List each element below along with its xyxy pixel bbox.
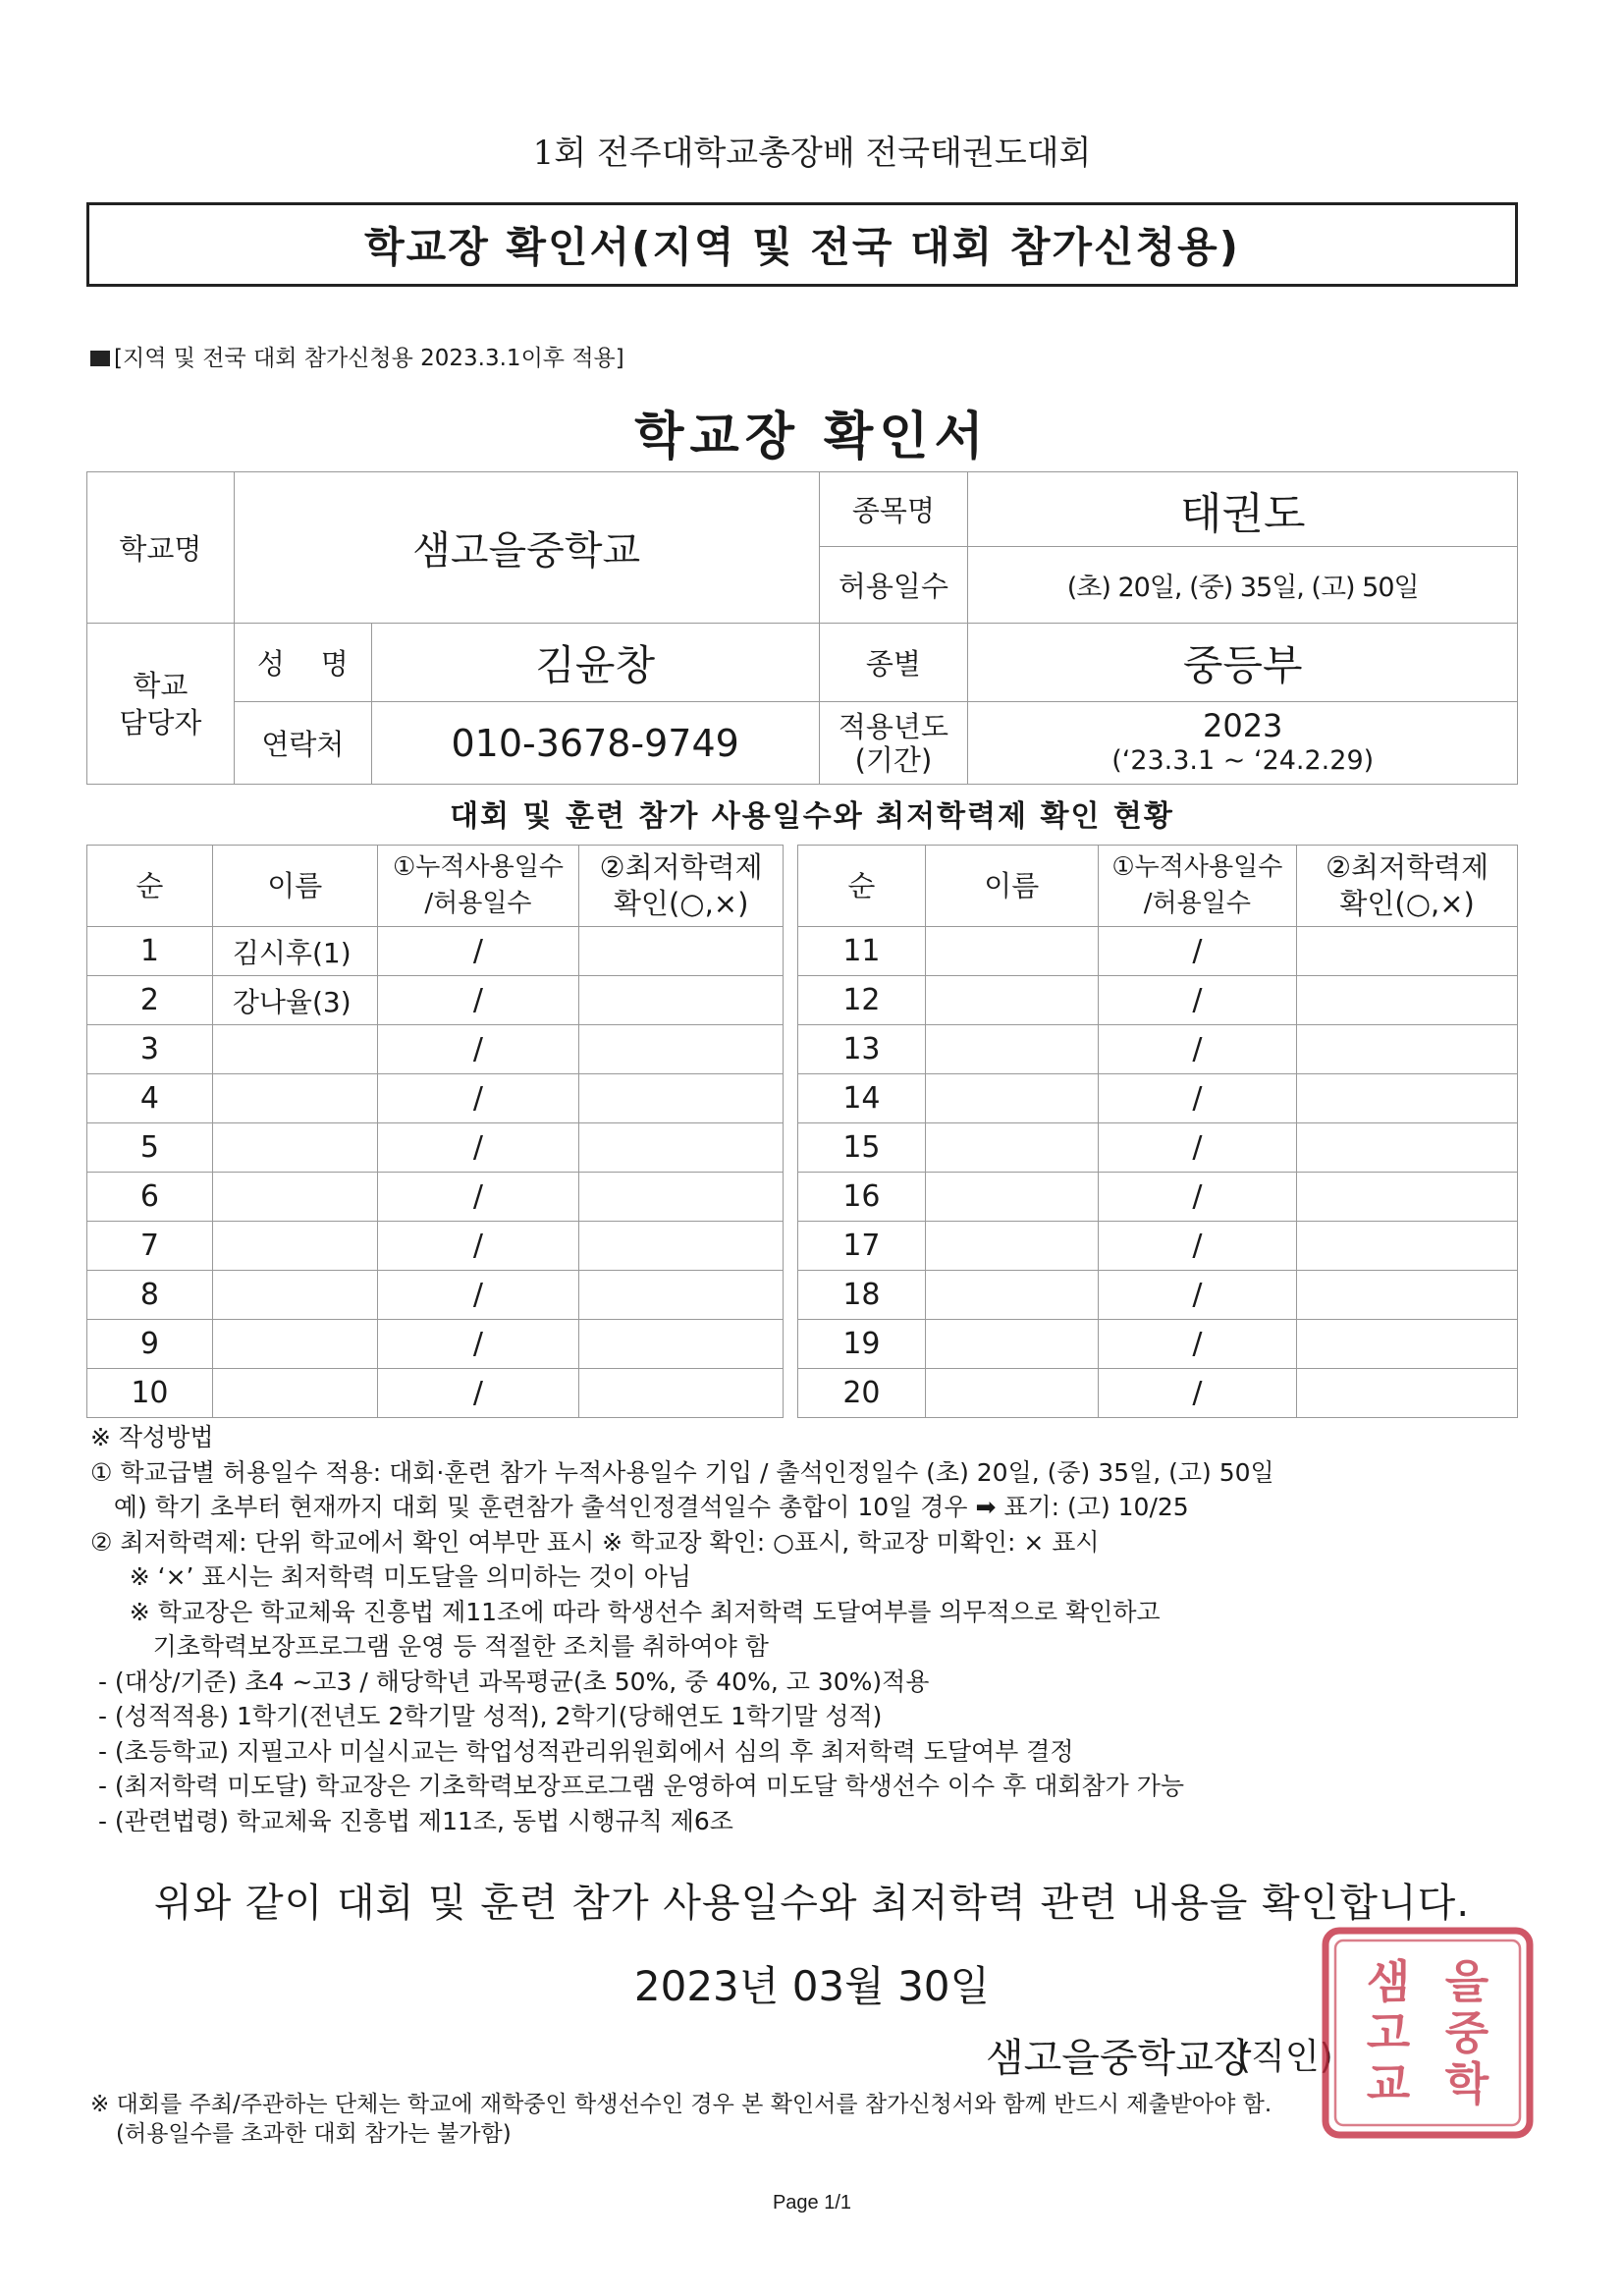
method-line: ① 학교급별 허용일수 적용: 대회·훈련 참가 누적사용일수 기입 / 출석인정일수 (초) 20일, (중) 35일, (고) 50일 xyxy=(90,1457,1274,1487)
svg-text:학: 학 xyxy=(1444,2057,1489,2110)
row-days: / xyxy=(1098,1320,1297,1369)
row-no: 11 xyxy=(798,927,926,976)
form-title: 학교장 확인서 xyxy=(634,408,990,466)
allowed-days-value: (초) 20일, (중) 35일, (고) 50일 xyxy=(968,547,1518,624)
footnote-line2: (허용일수를 초과한 대회 참가는 불가함) xyxy=(116,2121,512,2147)
row-name xyxy=(925,1173,1098,1222)
row-days: / xyxy=(1098,1123,1297,1173)
row-days: / xyxy=(1098,1271,1297,1320)
row-check xyxy=(1297,1025,1518,1074)
row-check xyxy=(579,1123,784,1173)
row-check xyxy=(579,1222,784,1271)
school-name: 샘고을중학교 xyxy=(234,472,819,624)
row-check xyxy=(579,1320,784,1369)
row-check xyxy=(1297,1123,1518,1173)
school-label: 학교명 xyxy=(87,472,235,624)
row-no: 10 xyxy=(87,1369,213,1418)
footnote-line1: ※ 대회를 주최/주관하는 단체는 학교에 재학중인 학생선수인 경우 본 확인서를 참가신청서와 함께 반드시 제출받아야 함. xyxy=(90,2092,1272,2117)
division-label: 종별 xyxy=(819,624,968,702)
official-seal-stamp xyxy=(1320,1925,1538,2143)
list-header-row xyxy=(87,846,1518,927)
row-name xyxy=(925,976,1098,1025)
column-gap xyxy=(784,1271,798,1320)
manager-label-line1: 학교 xyxy=(133,668,189,702)
manager-name: 김윤창 xyxy=(371,624,819,702)
svg-text:고: 고 xyxy=(1366,2006,1411,2059)
header-days-line2: /허용일수 xyxy=(1143,889,1251,918)
square-bullet-icon xyxy=(90,351,110,366)
row-name xyxy=(925,1025,1098,1074)
school-info-table xyxy=(86,471,1518,785)
row-days: / xyxy=(1098,1173,1297,1222)
table-row xyxy=(87,976,1518,1025)
method-line: ※ 학교장은 학교체육 진흥법 제11조에 따라 학생선수 최저학력 도달여부를 의무적으로 확인하고 xyxy=(90,1597,1161,1626)
division-value: 중등부 xyxy=(968,624,1518,702)
header-grade-line2: 확인(○,×) xyxy=(1339,887,1475,920)
row-no: 5 xyxy=(87,1123,213,1173)
page-number: Page 1/1 xyxy=(772,2192,852,2214)
row-check xyxy=(1297,1074,1518,1123)
method-line: 예) 학기 초부터 현재까지 대회 및 훈련참가 출석인정결석일수 총합이 10일 경우 ➡ 표기: (고) 10/25 xyxy=(90,1493,1189,1521)
svg-text:을: 을 xyxy=(1444,1955,1489,2008)
method-line: ※ ‘×’ 표시는 최저학력 미도달을 의미하는 것이 아님 xyxy=(90,1562,692,1591)
row-days: / xyxy=(377,1123,579,1173)
row-check xyxy=(579,1025,784,1074)
method-line: - (초등학교) 지필고사 미실시교는 학업성적관리위원회에서 심의 후 최저학력 도달여부 결정 xyxy=(90,1736,1074,1766)
table-row xyxy=(87,1271,1518,1320)
header-days-line1: ①누적사용일수 xyxy=(392,852,564,882)
allowed-days-label: 허용일수 xyxy=(819,547,968,624)
row-check xyxy=(1297,1271,1518,1320)
contact-value: 010-3678-9749 xyxy=(371,702,819,785)
row-check xyxy=(579,976,784,1025)
seal-mark: (직인) xyxy=(1237,2037,1333,2077)
row-name xyxy=(212,1074,377,1123)
notice-line xyxy=(90,340,624,372)
row-days: / xyxy=(377,1173,579,1222)
row-name xyxy=(212,1123,377,1173)
row-no: 2 xyxy=(87,976,213,1025)
row-check xyxy=(1297,927,1518,976)
column-gap xyxy=(784,1320,798,1369)
row-days: / xyxy=(377,1222,579,1271)
method-line: - (성적적용) 1학기(전년도 2학기말 성적), 2학기(당해연도 1학기말 성적) xyxy=(90,1702,883,1730)
row-check xyxy=(579,1074,784,1123)
row-days: / xyxy=(1098,1369,1297,1418)
column-gap xyxy=(784,1222,798,1271)
header-days-right xyxy=(1098,846,1297,927)
row-days: / xyxy=(377,927,579,976)
row-days: / xyxy=(1098,1025,1297,1074)
row-no: 16 xyxy=(798,1173,926,1222)
header-days-line2: /허용일수 xyxy=(424,889,532,918)
row-name xyxy=(925,1222,1098,1271)
document-title-box xyxy=(86,202,1518,287)
year-label-line1: 적용년도 xyxy=(838,709,948,743)
list-body xyxy=(87,927,1518,1418)
table-row xyxy=(87,1074,1518,1123)
row-days: / xyxy=(1098,927,1297,976)
row-no: 1 xyxy=(87,927,213,976)
manager-label xyxy=(87,624,235,785)
sport-label: 종목명 xyxy=(819,472,968,547)
column-gap xyxy=(784,927,798,976)
row-check xyxy=(1297,1173,1518,1222)
row-name xyxy=(212,1369,377,1418)
event-title: 1회 전주대학교총장배 전국태권도대회 xyxy=(532,134,1092,173)
table-row xyxy=(87,927,1518,976)
sport-value: 태권도 xyxy=(968,472,1518,547)
column-gap xyxy=(784,1369,798,1418)
method-line: ② 최저학력제: 단위 학교에서 확인 여부만 표시 ※ 학교장 확인: ○표시, 학교장 미확인: × 표시 xyxy=(90,1527,1100,1557)
row-days: / xyxy=(377,1271,579,1320)
table-row xyxy=(87,1369,1518,1418)
row-check xyxy=(1297,1369,1518,1418)
row-days: / xyxy=(377,976,579,1025)
row-name xyxy=(925,927,1098,976)
row-check xyxy=(1297,976,1518,1025)
row-no: 12 xyxy=(798,976,926,1025)
header-name-right: 이름 xyxy=(925,846,1098,927)
method-line: - (관련법령) 학교체육 진흥법 제11조, 동법 시행규칙 제6조 xyxy=(90,1806,733,1835)
method-line: 기초학력보장프로그램 운영 등 적절한 조치를 취하여야 함 xyxy=(90,1632,769,1661)
row-name xyxy=(212,1271,377,1320)
row-days: / xyxy=(377,1369,579,1418)
column-gap xyxy=(784,1025,798,1074)
row-no: 15 xyxy=(798,1123,926,1173)
row-check xyxy=(579,1271,784,1320)
name-label: 성 명 xyxy=(234,624,371,702)
method-line: ※ 작성방법 xyxy=(90,1423,214,1451)
year-label-line2: (기간) xyxy=(854,742,933,777)
header-days-left xyxy=(377,846,579,927)
row-name xyxy=(212,1320,377,1369)
confirmation-statement: 위와 같이 대회 및 훈련 참가 사용일수와 최저학력 관련 내용을 확인합니다. xyxy=(153,1881,1471,1926)
row-check xyxy=(579,1173,784,1222)
row-name xyxy=(212,1173,377,1222)
table-row xyxy=(87,1320,1518,1369)
header-grade-line2: 확인(○,×) xyxy=(613,887,749,920)
document-title: 학교장 확인서(지역 및 전국 대회 참가신청용) xyxy=(364,223,1240,271)
list-title: 대회 및 훈련 참가 사용일수와 최저학력제 확인 현황 xyxy=(450,799,1174,834)
svg-text:샘: 샘 xyxy=(1366,1955,1411,2008)
method-line: - (최저학력 미도달) 학교장은 기초학력보장프로그램 운영하여 미도달 학생선수 이수 후 대회참가 가능 xyxy=(90,1772,1185,1800)
row-no: 18 xyxy=(798,1271,926,1320)
header-grade-left xyxy=(579,846,784,927)
row-name xyxy=(925,1369,1098,1418)
row-days: / xyxy=(1098,1074,1297,1123)
manager-label-line2: 담당자 xyxy=(119,705,202,739)
row-check xyxy=(579,927,784,976)
svg-text:중: 중 xyxy=(1444,2006,1489,2059)
row-name xyxy=(212,1025,377,1074)
row-days: / xyxy=(1098,1222,1297,1271)
row-check xyxy=(1297,1222,1518,1271)
row-no: 3 xyxy=(87,1025,213,1074)
svg-text:교: 교 xyxy=(1366,2057,1411,2110)
year-cell xyxy=(968,702,1518,785)
row-name xyxy=(925,1320,1098,1369)
table-row xyxy=(87,1222,1518,1271)
column-gap xyxy=(784,1173,798,1222)
column-gap xyxy=(784,1123,798,1173)
header-days-line1: ①누적사용일수 xyxy=(1111,852,1283,882)
contact-label: 연락처 xyxy=(234,702,371,785)
row-days: / xyxy=(377,1025,579,1074)
row-name xyxy=(925,1271,1098,1320)
row-name xyxy=(925,1123,1098,1173)
writing-method xyxy=(90,1420,1524,1838)
row-days: / xyxy=(377,1320,579,1369)
header-grade-line1: ②최저학력제 xyxy=(599,850,763,884)
header-no-right: 순 xyxy=(798,846,926,927)
year-period: (‘23.3.1 ~ ‘24.2.29) xyxy=(1111,744,1375,776)
column-gap xyxy=(784,1074,798,1123)
row-no: 6 xyxy=(87,1173,213,1222)
year-label xyxy=(819,702,968,785)
row-name xyxy=(212,1222,377,1271)
header-grade-right xyxy=(1297,846,1518,927)
footnote xyxy=(90,2090,1272,2149)
row-no: 9 xyxy=(87,1320,213,1369)
row-check xyxy=(579,1369,784,1418)
row-no: 19 xyxy=(798,1320,926,1369)
table-row xyxy=(87,1173,1518,1222)
notice-text: [지역 및 전국 대회 참가신청용 2023.3.1이후 적용] xyxy=(114,346,624,371)
column-gap xyxy=(784,976,798,1025)
header-name-left: 이름 xyxy=(212,846,377,927)
principal-title: 샘고을중학교장 xyxy=(986,2036,1252,2081)
row-no: 13 xyxy=(798,1025,926,1074)
athlete-list-table xyxy=(86,845,1518,1418)
row-no: 17 xyxy=(798,1222,926,1271)
header-no-left: 순 xyxy=(87,846,213,927)
row-name xyxy=(925,1074,1098,1123)
table-row xyxy=(87,1025,1518,1074)
row-days: / xyxy=(377,1074,579,1123)
column-gap xyxy=(784,846,798,927)
year-value: 2023 xyxy=(1202,706,1283,744)
method-line: - (대상/기준) 초4 ~고3 / 해당학년 과목평균(초 50%, 중 40%, 고 30%)적용 xyxy=(90,1667,930,1696)
row-name: 김시후(1) xyxy=(212,927,377,976)
header-grade-line1: ②최저학력제 xyxy=(1326,850,1489,884)
row-no: 4 xyxy=(87,1074,213,1123)
row-no: 14 xyxy=(798,1074,926,1123)
row-no: 7 xyxy=(87,1222,213,1271)
table-row xyxy=(87,1123,1518,1173)
row-days: / xyxy=(1098,976,1297,1025)
issue-date: 2023년 03월 30일 xyxy=(633,1962,991,2010)
row-name: 강나율(3) xyxy=(212,976,377,1025)
row-no: 20 xyxy=(798,1369,926,1418)
row-check xyxy=(1297,1320,1518,1369)
row-no: 8 xyxy=(87,1271,213,1320)
